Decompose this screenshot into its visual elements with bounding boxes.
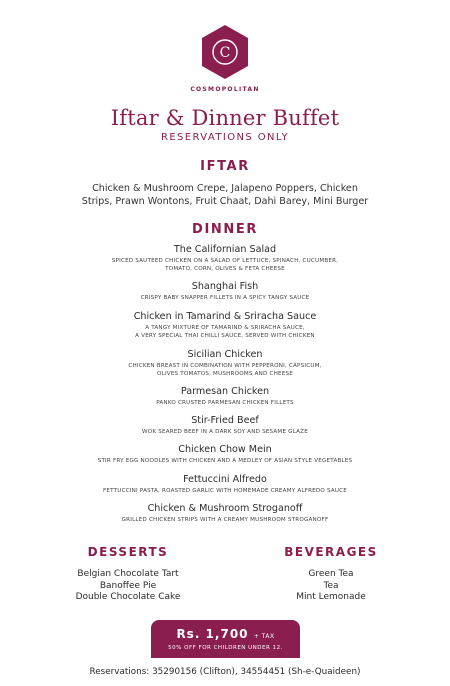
dish-description (0, 258, 450, 273)
dish-description-line: FETTUCCINI PASTA, ROASTED GARLIC WITH HOMEMADE CREAMY ALFREDO SAUCE (103, 488, 347, 494)
dish-description-line: CHICKEN BREAST IN COMBINATION WITH PEPPERONI, CAPSICUM, (128, 363, 322, 369)
dinner-item (0, 444, 450, 466)
page-title: Iftar & Dinner Buffet (110, 106, 340, 130)
dish-description-line: OLIVES TOMATOS, MUSHROOMS AND CHEESE (157, 370, 293, 377)
beverage-item: Tea (323, 580, 339, 591)
dish-description-line: WOK SEARED BEEF IN A DARK SOY AND SESAME GLAZE (142, 429, 308, 435)
iftar-heading: IFTAR (200, 159, 250, 174)
dish-description-line: SPICED SAUTEED CHICKEN ON A SALAD OF LETTUCE, SPINACH, CUCUMBER, (111, 258, 339, 264)
dish-name: Fettuccini Alfredo (183, 474, 267, 485)
dish-description (0, 458, 450, 466)
dish-description-line: CRISPY BABY SNAPPER FILLETS IN A SPICY TANGY SAUCE (140, 295, 310, 301)
dinner-item (0, 311, 450, 340)
iftar-line: Strips, Prawn Wontons, Fruit Chaat, Dahi Barey, Mini Burger (81, 196, 369, 207)
dinner-item (0, 415, 450, 437)
price-tax: + TAX (253, 633, 275, 640)
dinner-item (0, 281, 450, 303)
price-badge (151, 620, 300, 658)
dish-description (0, 325, 450, 340)
cosmopolitan-logo-icon (200, 24, 250, 80)
brand-name: COSMOPOLITAN (190, 86, 260, 93)
dinner-item (0, 244, 450, 273)
dish-name: Chicken Chow Mein (178, 444, 272, 455)
dish-name: Shanghai Fish (191, 281, 259, 292)
beverage-item: Green Tea (308, 569, 354, 579)
desserts-section (53, 545, 203, 604)
desserts-heading: DESSERTS (87, 545, 169, 559)
dish-description (0, 400, 450, 408)
iftar-items (60, 182, 390, 208)
dinner-item (0, 386, 450, 408)
page-subtitle: RESERVATIONS ONLY (160, 132, 290, 143)
price (151, 627, 300, 641)
beverage-item: Mint Lemonade (296, 592, 366, 602)
dinner-heading: DINNER (192, 222, 258, 237)
dish-description (0, 295, 450, 303)
dish-description (0, 363, 450, 378)
dinner-item (0, 474, 450, 496)
dish-name: Chicken & Mushroom Stroganoff (147, 503, 303, 514)
dish-name: Sicilian Chicken (187, 349, 263, 360)
dish-description (0, 429, 450, 437)
price-amount: Rs. 1,700 (176, 627, 249, 641)
dessert-item: Banoffee Pie (99, 580, 157, 591)
dish-description-line: A VERY SPECIAL THAI CHILLI SAUCE, SERVED WITH CHICKEN (135, 332, 315, 339)
dish-description-line: STIR FRY EGG NOODLES WITH CHICKEN AND A MEDLEY OF ASIAN STYLE VEGETABLES (97, 458, 353, 464)
logo-letter: C (219, 45, 231, 61)
dish-description-line: A TANGY MIXTURE OF TAMARIND & SRIRACHA SAUCE, (145, 325, 305, 331)
dish-description-line: PANKO CRUSTED PARMESAN CHICKEN FILLETS (156, 400, 294, 406)
iftar-line: Chicken & Mushroom Crepe, Jalapeno Poppers, Chicken (92, 183, 358, 194)
dinner-item (0, 349, 450, 378)
dish-description (0, 517, 450, 525)
dinner-item (0, 503, 450, 525)
dish-name: Stir-Fried Beef (191, 415, 259, 426)
dish-description-line: GRILLED CHICKEN STRIPS WITH A CREAMY MUSHROOM STROGANOFF (121, 517, 329, 523)
beverages-heading: BEVERAGES (284, 545, 378, 559)
dish-name: The Californian Salad (173, 244, 277, 255)
dish-name: Chicken in Tamarind & Sriracha Sauce (133, 311, 317, 322)
dessert-item: Belgian Chocolate Tart (77, 569, 179, 579)
reservations-contact: Reservations: 35290156 (Clifton), 34554451 (Sh-e-Quaideen) (89, 667, 361, 677)
children-discount: 50% OFF FOR CHILDREN UNDER 12. (168, 645, 283, 651)
dish-description-line: TOMATO, CORN, OLIVES & FETA CHEESE (165, 265, 285, 272)
dessert-item: Double Chocolate Cake (75, 592, 181, 602)
dish-name: Parmesan Chicken (180, 386, 270, 397)
dish-description (0, 488, 450, 496)
beverages-section (256, 545, 406, 604)
